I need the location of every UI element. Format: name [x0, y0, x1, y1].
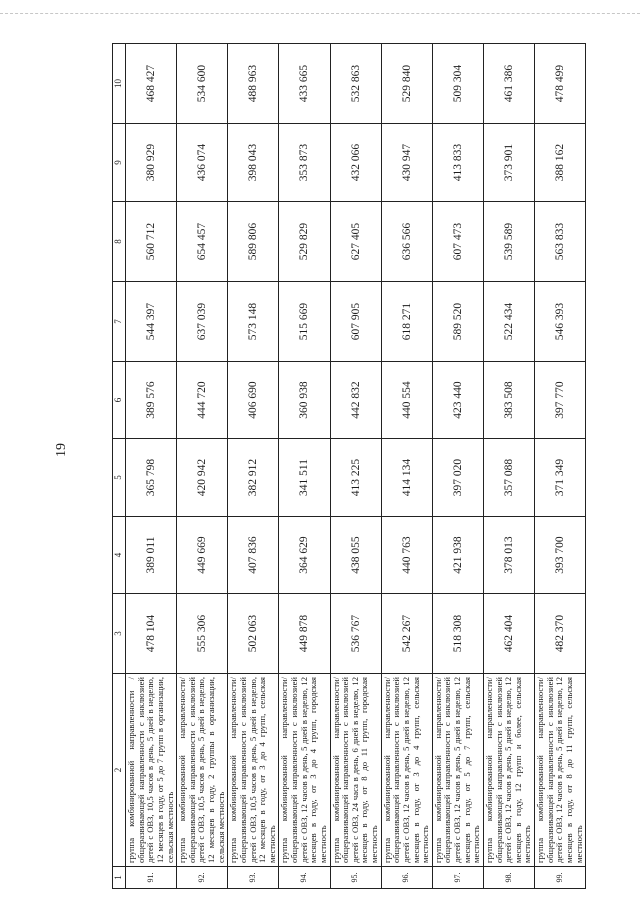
value-cell: 414 134 — [381, 439, 432, 517]
value-cell: 502 063 — [228, 594, 279, 674]
value-cell: 529 840 — [381, 44, 432, 124]
value-cell: 449 669 — [177, 517, 228, 594]
value-cell: 357 088 — [483, 439, 534, 517]
header-cell: 8 — [113, 202, 126, 282]
value-cell: 573 148 — [228, 282, 279, 362]
value-cell: 341 511 — [279, 439, 330, 517]
value-cell: 360 938 — [279, 362, 330, 439]
value-cell: 440 763 — [381, 517, 432, 594]
value-cell: 382 912 — [228, 439, 279, 517]
header-cell: 1 — [113, 867, 126, 889]
value-cell: 636 566 — [381, 202, 432, 282]
row-number: 98. — [483, 867, 534, 889]
row-description: группа комбинированной направленности/ общеразвивающей направленности с инклюзией детей с ОВЗ, 12 часов в день, 5 дней в неделю, 12 месяцев в году, 12 групп и более, сельская местность — [483, 674, 534, 867]
value-cell: 536 767 — [330, 594, 381, 674]
value-cell: 449 878 — [279, 594, 330, 674]
value-cell: 509 304 — [432, 44, 483, 124]
value-cell: 398 043 — [228, 124, 279, 202]
table-row — [432, 44, 483, 889]
value-cell: 462 404 — [483, 594, 534, 674]
value-cell: 365 798 — [126, 439, 177, 517]
page-number: 19 — [54, 443, 69, 457]
value-cell: 555 306 — [177, 594, 228, 674]
value-cell: 532 863 — [330, 44, 381, 124]
value-cell: 461 386 — [483, 44, 534, 124]
row-number: 96. — [381, 867, 432, 889]
value-cell: 618 271 — [381, 282, 432, 362]
value-cell: 397 020 — [432, 439, 483, 517]
value-cell: 518 308 — [432, 594, 483, 674]
value-cell: 423 440 — [432, 362, 483, 439]
value-cell: 380 929 — [126, 124, 177, 202]
row-number: 93. — [228, 867, 279, 889]
row-description: группа комбинированной направленности/ общеразвивающей направленности с инклюзией детей с ОВЗ, 12 часов в день, 5 дней в неделю, 12 месяцев в году, от 8 до 11 групп, сельская местность — [535, 674, 586, 867]
value-cell: 529 829 — [279, 202, 330, 282]
value-cell: 371 349 — [535, 439, 586, 517]
value-cell: 637 039 — [177, 282, 228, 362]
value-cell: 413 225 — [330, 439, 381, 517]
value-cell: 522 434 — [483, 282, 534, 362]
rotated-table-sheet — [112, 44, 584, 889]
value-cell: 444 720 — [177, 362, 228, 439]
row-number: 99. — [535, 867, 586, 889]
value-cell: 413 833 — [432, 124, 483, 202]
value-cell: 589 806 — [228, 202, 279, 282]
header-cell: 2 — [113, 674, 126, 867]
value-cell: 468 427 — [126, 44, 177, 124]
value-cell: 534 600 — [177, 44, 228, 124]
value-cell: 438 055 — [330, 517, 381, 594]
value-cell: 397 770 — [535, 362, 586, 439]
value-cell: 373 901 — [483, 124, 534, 202]
row-description: группа комбинированной направленности/ общеразвивающей направленности с инклюзией детей с ОВЗ, 12 часов в день, 5 дней в неделю, 12 месяцев в году, от 3 до 4 групп, сельская местность — [381, 674, 432, 867]
value-cell: 433 665 — [279, 44, 330, 124]
table-row — [228, 44, 279, 889]
header-cell: 6 — [113, 362, 126, 439]
value-cell: 353 873 — [279, 124, 330, 202]
value-cell: 388 162 — [535, 124, 586, 202]
row-number: 91. — [126, 867, 177, 889]
value-cell: 607 905 — [330, 282, 381, 362]
value-cell: 436 074 — [177, 124, 228, 202]
value-cell: 406 690 — [228, 362, 279, 439]
value-cell: 515 669 — [279, 282, 330, 362]
value-cell: 478 499 — [535, 44, 586, 124]
value-cell: 383 508 — [483, 362, 534, 439]
header-cell: 4 — [113, 517, 126, 594]
header-cell: 10 — [113, 44, 126, 124]
value-cell: 607 473 — [432, 202, 483, 282]
header-cell: 5 — [113, 439, 126, 517]
table-row — [330, 44, 381, 889]
value-cell: 482 370 — [535, 594, 586, 674]
row-number: 94. — [279, 867, 330, 889]
value-cell: 432 066 — [330, 124, 381, 202]
value-cell: 546 393 — [535, 282, 586, 362]
value-cell: 364 629 — [279, 517, 330, 594]
row-number: 92. — [177, 867, 228, 889]
value-cell: 442 832 — [330, 362, 381, 439]
scan-edge-line — [0, 13, 640, 14]
row-description: группа комбинированной направленности/ общеразвивающей направленности с инклюзией детей с ОВЗ, 10,5 часов в день, 5 дней в неделю, 12 месяцев в году, от 3 до 4 групп, сельская местность — [228, 674, 279, 867]
value-cell: 430 947 — [381, 124, 432, 202]
table-row — [177, 44, 228, 889]
value-cell: 393 700 — [535, 517, 586, 594]
value-cell: 539 589 — [483, 202, 534, 282]
value-cell: 627 405 — [330, 202, 381, 282]
table-row — [535, 44, 586, 889]
value-cell: 478 104 — [126, 594, 177, 674]
value-cell: 420 942 — [177, 439, 228, 517]
row-number: 97. — [432, 867, 483, 889]
value-cell: 563 833 — [535, 202, 586, 282]
header-cell: 3 — [113, 594, 126, 674]
header-cell: 7 — [113, 282, 126, 362]
value-cell: 407 836 — [228, 517, 279, 594]
row-description: группа комбинированной направленности/ общеразвивающей направленности с инклюзией детей с ОВЗ, 24 часа в день, 6 дней в неделю, 12 месяцев в году, от 8 до 11 групп, городская местность — [330, 674, 381, 867]
value-cell: 544 397 — [126, 282, 177, 362]
row-number: 95. — [330, 867, 381, 889]
value-cell: 542 267 — [381, 594, 432, 674]
value-cell: 488 963 — [228, 44, 279, 124]
value-cell: 421 938 — [432, 517, 483, 594]
value-cell: 560 712 — [126, 202, 177, 282]
row-description: группа комбинированной направленности/ общеразвивающей направленности с инклюзией детей с ОВЗ, 12 часов в день, 5 дней в неделю, 12 месяцев в году, от 5 до 7 групп, сельская местность — [432, 674, 483, 867]
value-cell: 654 457 — [177, 202, 228, 282]
row-description: группа комбинированной направленности / общеразвивающей направленности с инклюзией детей с ОВЗ, 10,5 часов в день, 5 дней в неделю, 12 месяцев в году, от 5 до 7 групп в организации, сельская местность — [126, 674, 177, 867]
value-cell: 440 554 — [381, 362, 432, 439]
table-row — [483, 44, 534, 889]
row-description: группа комбинированной направленности/ общеразвивающей направленности с инклюзией детей с ОВЗ, 10,5 часов в день, 5 дней в неделю, 12 месяцев в году, 2 группы в организации, сельская местность — [177, 674, 228, 867]
cost-table — [112, 43, 586, 889]
value-cell: 389 011 — [126, 517, 177, 594]
row-description: группа комбинированной направленности/общеразвивающей направленности с инклюзией детей с ОВЗ, 12 часов в день, 5 дней в неделю, 12 месяцев в году, от 3 до 4 групп, городская местность — [279, 674, 330, 867]
table-row — [126, 44, 177, 889]
table-row — [279, 44, 330, 889]
value-cell: 589 520 — [432, 282, 483, 362]
header-row — [113, 44, 126, 889]
header-cell: 9 — [113, 124, 126, 202]
value-cell: 389 576 — [126, 362, 177, 439]
value-cell: 378 013 — [483, 517, 534, 594]
table-row — [381, 44, 432, 889]
